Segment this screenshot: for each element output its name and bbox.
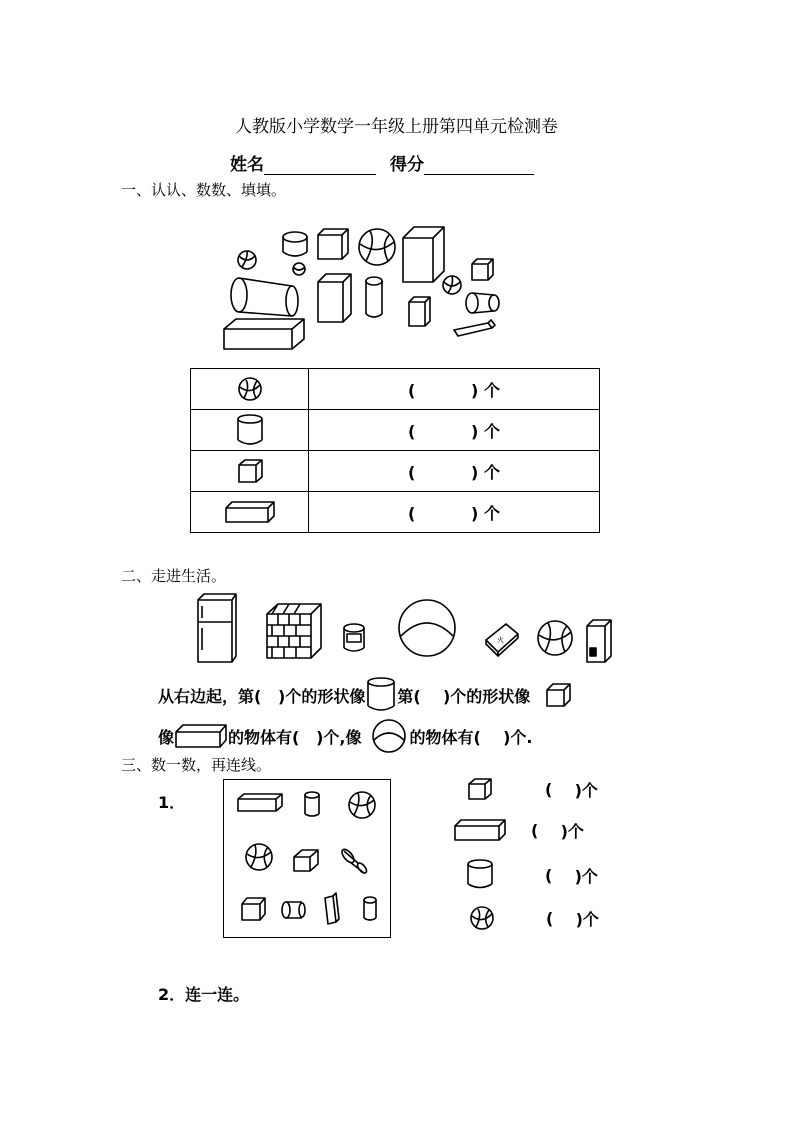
answer-blank[interactable]	[261, 686, 278, 705]
cylinder-icon	[466, 859, 494, 891]
cylinder-icon	[282, 902, 305, 918]
ball-icon	[236, 375, 264, 403]
cuboid-icon	[224, 319, 304, 349]
page-title: 人教版小学数学一年级上册第四单元检测卷	[235, 117, 558, 137]
cylinder-icon	[236, 413, 264, 447]
cabinet-icon	[587, 620, 611, 662]
answer-blank[interactable]	[552, 866, 574, 885]
cube-icon	[467, 777, 493, 801]
ball-icon	[443, 276, 461, 294]
cuboid-icon	[453, 818, 507, 842]
cube-icon	[318, 229, 348, 259]
question-1-label: 1．	[158, 793, 186, 812]
box-icon	[486, 624, 518, 656]
count-table	[190, 368, 600, 533]
ball-icon	[369, 718, 409, 754]
answer-row-cuboid: ( )个	[453, 817, 603, 843]
ball-icon	[246, 844, 272, 870]
section2-line1: 从右边起，第( )个的形状像 第( )个的形状像	[158, 676, 572, 714]
answer-blank[interactable]	[553, 909, 575, 928]
answer-blank[interactable]	[481, 727, 503, 746]
cube-icon	[294, 850, 318, 871]
name-score-bar	[230, 150, 534, 175]
cuboid-icon	[238, 794, 282, 811]
section2-heading: 二、走进生活。	[121, 567, 227, 585]
table-row: ( ) 个	[191, 451, 600, 492]
volleyball-icon	[538, 621, 572, 655]
cylinder-icon	[340, 847, 368, 874]
cylinder-icon	[305, 792, 319, 816]
cylinder-icon	[466, 293, 499, 313]
cube-icon	[472, 259, 493, 280]
volleyball-icon	[359, 229, 395, 265]
cylinder-icon	[366, 277, 382, 317]
name-field[interactable]	[264, 154, 376, 175]
table-row: ( ) 个	[191, 410, 600, 451]
ball-icon	[293, 263, 305, 275]
score-label: 得分	[390, 155, 424, 175]
answer-blank[interactable]	[552, 780, 574, 799]
cube-icon	[236, 458, 264, 484]
cuboid-icon	[403, 227, 444, 282]
cuboid-icon	[224, 500, 276, 524]
cuboid-icon	[325, 893, 339, 924]
answer-blank[interactable]	[415, 381, 471, 400]
refrigerator-icon	[198, 594, 236, 662]
section3-heading: 三、数一数，再连线。	[121, 756, 272, 774]
cuboid-icon	[318, 274, 351, 322]
cylinder-icon	[365, 676, 397, 714]
svg-text:火: 火	[497, 636, 504, 644]
answer-blank[interactable]	[538, 821, 560, 840]
name-label: 姓名	[230, 155, 264, 175]
ball-icon	[399, 600, 455, 656]
ball-icon	[468, 904, 496, 932]
answer-blank[interactable]	[421, 686, 443, 705]
table-row: ( ) 个	[191, 492, 600, 533]
answer-row-cube: ( )个	[453, 776, 603, 802]
solids-cluster-illustration	[220, 220, 510, 355]
shapes-frame	[223, 779, 391, 938]
cuboid-icon	[409, 297, 430, 326]
brick-wall-icon	[267, 604, 321, 658]
answer-blank[interactable]	[299, 727, 316, 746]
answer-blank[interactable]	[415, 504, 471, 523]
ball-icon	[349, 792, 375, 818]
answer-row-cylinder: ( )个	[453, 859, 603, 891]
cube-icon	[544, 682, 572, 708]
section2-line2: 像 的物体有( )个,像 的物体有( )个.	[158, 718, 532, 754]
answer-blank[interactable]	[415, 463, 471, 482]
score-field[interactable]	[424, 154, 534, 175]
everyday-objects-illustration	[190, 590, 620, 666]
can-icon	[344, 624, 364, 651]
table-row: ( ) 个	[191, 369, 600, 410]
cuboid-icon	[454, 320, 495, 336]
section1-heading: 一、认认、数数、填填。	[121, 181, 287, 199]
question-2-label: 2．连一连。	[158, 985, 250, 1004]
cylinder-icon	[283, 232, 307, 256]
cuboid-icon	[174, 723, 228, 749]
cylinder-icon	[364, 897, 376, 920]
cylinder-icon	[231, 278, 298, 316]
cube-icon	[242, 898, 265, 920]
ball-icon	[238, 251, 256, 269]
shapes-frame-illustration	[224, 780, 390, 937]
answer-row-ball: ( )个	[453, 904, 603, 932]
answer-blank[interactable]	[415, 422, 471, 441]
